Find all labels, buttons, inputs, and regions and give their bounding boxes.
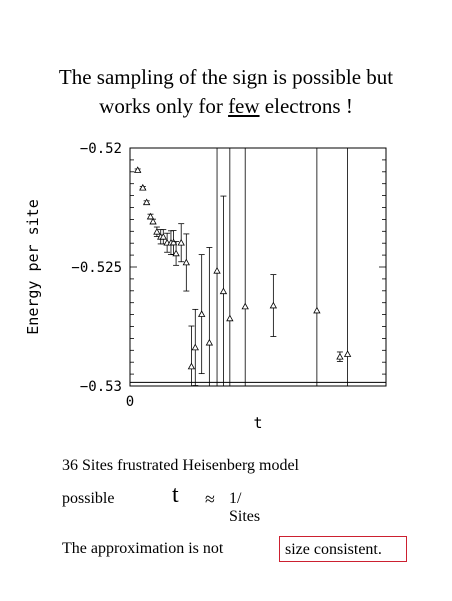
data-point — [220, 288, 226, 293]
title-text-after: electrons ! — [259, 94, 353, 118]
slide-title-line1: The sampling of the sign is possible but — [58, 65, 394, 89]
data-point — [314, 308, 320, 313]
data-point — [345, 351, 351, 356]
data-point — [188, 363, 194, 368]
y-tick-label: −0.525 — [71, 260, 122, 276]
plot-marks — [130, 148, 386, 386]
size-consistent-text: size consistent. — [285, 541, 382, 558]
caption-possible-label: possible — [62, 490, 115, 507]
data-point — [227, 315, 233, 320]
data-point — [199, 311, 205, 316]
y-axis-label: Energy per site — [24, 199, 42, 335]
data-point — [144, 199, 150, 204]
y-tick-label: −0.53 — [79, 379, 122, 395]
data-point — [337, 354, 343, 359]
data-point — [192, 344, 198, 349]
data-point — [173, 250, 179, 255]
data-point — [270, 303, 276, 308]
size-consistent-box — [279, 536, 407, 562]
data-point — [214, 268, 220, 273]
data-point — [183, 259, 189, 264]
caption-approx-symbol: ≈ — [205, 489, 215, 509]
data-point — [242, 304, 248, 309]
title-text-before: works only for — [99, 94, 229, 118]
title-underlined-word: few — [228, 94, 260, 118]
caption-possible — [62, 482, 261, 525]
x-axis-label: t — [253, 414, 263, 432]
caption-t-symbol: t — [172, 482, 179, 508]
data-point — [178, 240, 184, 245]
x-tick-label: 0 — [125, 394, 135, 410]
plot-axes — [24, 141, 386, 432]
data-point — [206, 340, 212, 345]
caption-sites: 1/ Sites — [229, 490, 261, 525]
y-tick-label: −0.52 — [79, 141, 122, 157]
data-point — [135, 167, 141, 172]
data-point — [140, 185, 146, 190]
caption-approximation: The approximation is not — [62, 540, 224, 557]
caption-model: 36 Sites frustrated Heisenberg model — [62, 457, 299, 474]
